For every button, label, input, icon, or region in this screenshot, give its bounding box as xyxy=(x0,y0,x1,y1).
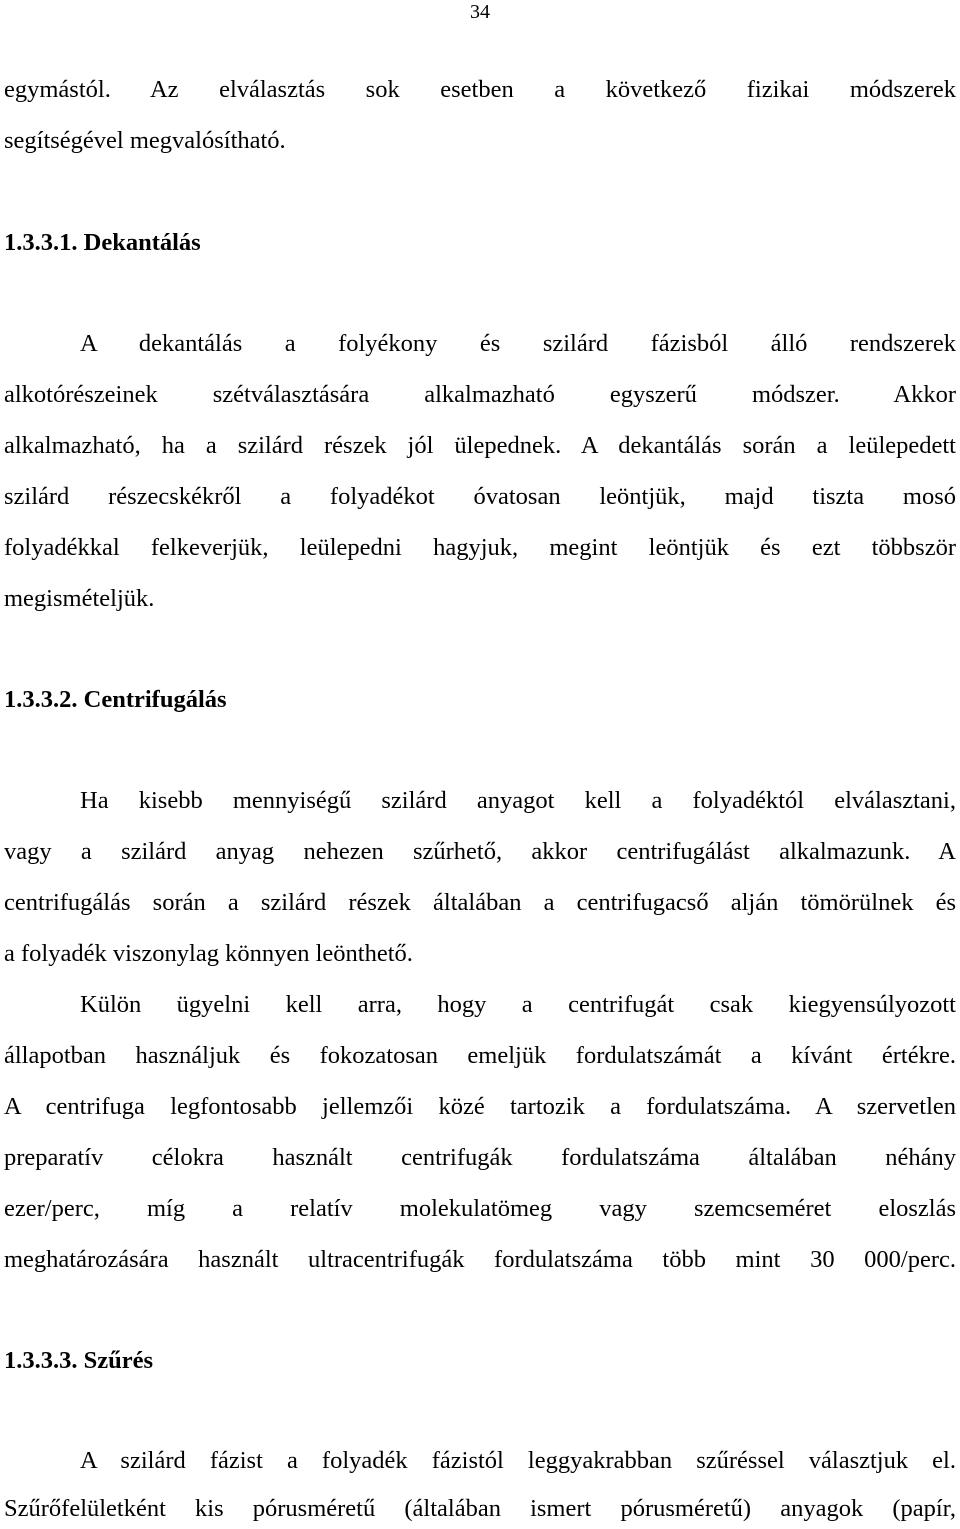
paragraph-line: a folyadék viszonylag könnyen leönthető. xyxy=(4,940,413,967)
paragraph-line: megismételjük. xyxy=(4,585,155,612)
paragraph-line: alkalmazható, ha a szilárd részek jól ülepednek. A dekantálás során a leülepedett xyxy=(4,432,956,459)
paragraph-line: Külön ügyelni kell arra, hogy a centrifugát csak kiegyensúlyozott xyxy=(80,991,956,1018)
intro-line: egymástól. Az elválasztás sok esetben a következő fizikai módszerek xyxy=(4,76,956,103)
paragraph-line: meghatározására használt ultracentrifugák fordulatszáma több mint 30 000/perc. xyxy=(4,1246,956,1273)
paragraph-line: ezer/perc, míg a relatív molekulatömeg vagy szemcseméret eloszlás xyxy=(4,1195,956,1222)
page-number: 34 xyxy=(470,1,490,23)
paragraph-line: A centrifuga legfontosabb jellemzői közé tartozik a fordulatszáma. A szervetlen xyxy=(4,1093,956,1120)
section-heading-centrifugalas: 1.3.3.2. Centrifugálás xyxy=(4,686,227,713)
section-heading-dekantalas: 1.3.3.1. Dekantálás xyxy=(4,229,201,256)
paragraph-line: Ha kisebb mennyiségű szilárd anyagot kell a folyadéktól elválasztani, xyxy=(80,787,956,814)
paragraph-line: folyadékkal felkeverjük, leülepedni hagyjuk, megint leöntjük és ezt többször xyxy=(4,534,956,561)
paragraph-line: alkotórészeinek szétválasztására alkalmazható egyszerű módszer. Akkor xyxy=(4,381,956,408)
paragraph-line: Szűrőfelületként kis pórusméretű (általában ismert pórusméretű) anyagok (papír, xyxy=(4,1495,956,1522)
paragraph-line: szilárd részecskékről a folyadékot óvatosan leöntjük, majd tiszta mosó xyxy=(4,483,956,510)
intro-line: segítségével megvalósítható. xyxy=(4,127,286,154)
paragraph-line: preparatív célokra használt centrifugák fordulatszáma általában néhány xyxy=(4,1144,956,1171)
paragraph-line: A dekantálás a folyékony és szilárd fázisból álló rendszerek xyxy=(80,330,956,357)
paragraph-line: állapotban használjuk és fokozatosan emeljük fordulatszámát a kívánt értékre. xyxy=(4,1042,956,1069)
paragraph-line: A szilárd fázist a folyadék fázistól leggyakrabban szűréssel választjuk el. xyxy=(80,1447,956,1474)
paragraph-line: centrifugálás során a szilárd részek általában a centrifugacső alján tömörülnek és xyxy=(4,889,956,916)
paragraph-line: vagy a szilárd anyag nehezen szűrhető, akkor centrifugálást alkalmazunk. A xyxy=(4,838,956,865)
section-heading-szures: 1.3.3.3. Szűrés xyxy=(4,1347,154,1374)
